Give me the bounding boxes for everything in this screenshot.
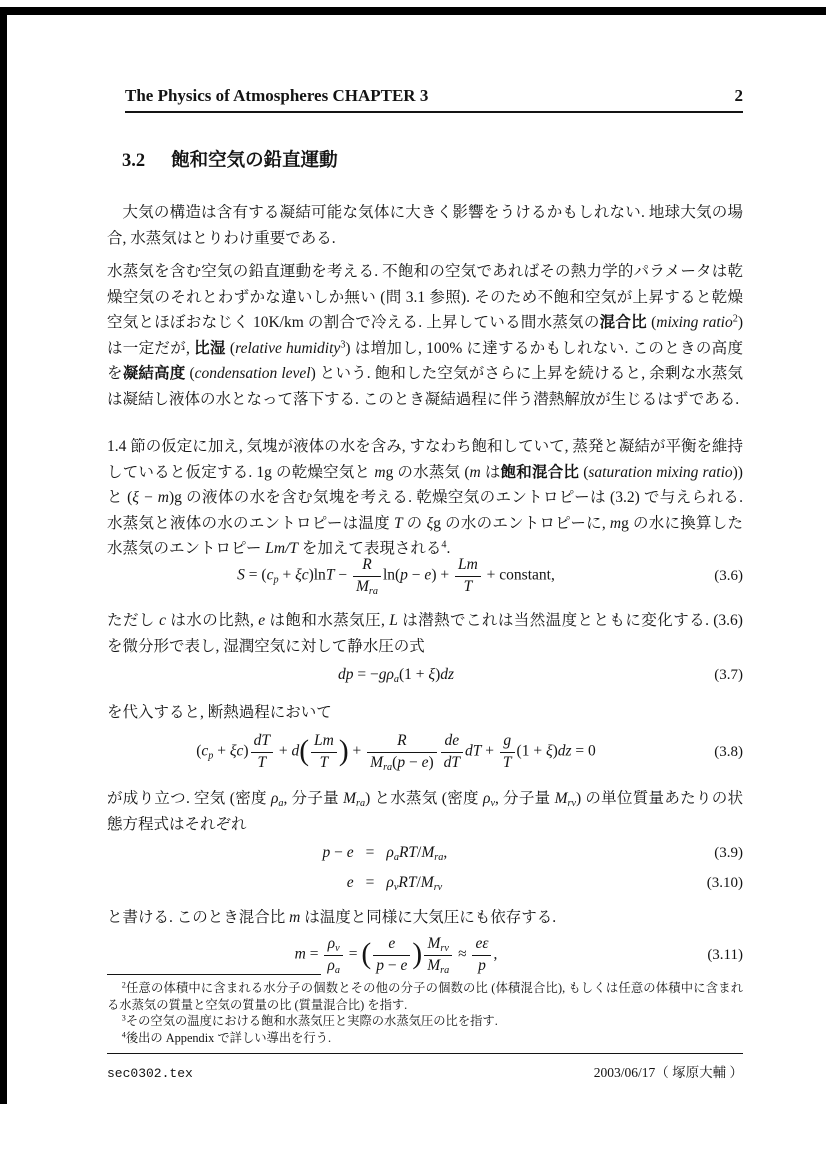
fraction: $\frac{g}{T}$ bbox=[498, 732, 517, 772]
paragraph: 水蒸気を含む空気の鉛直運動を考える. 不飽和の空気であればその熱力学的パラメータは乾燥空気のそれとわずかな違いしか無い (問 3.1 参照). そのため不飽和空気が上昇すると乾燥空気とほぼおなじく 10K/km の割合で冷える. 上昇している間水蒸気の混合比 (mixing ratio$^2$) は一定だが, 比湿 (relative humidity$^3$) は増加し, 100% に達するかもしれない. このときの高度を凝結高度 (condensation level) という. 飽和した空気がさらに上昇を続けると, 余剰な水蒸気は凝結し液体の水となって落下する. このとき凝結過程に伴う潜熱解放が生じるはずである. bbox=[107, 263, 743, 408]
paragraph: が成り立つ. 空気 (密度 ρa, 分子量 Mra) と水蒸気 (密度 ρv, 分子量 Mrv) の単位質量あたりの状態方程式はそれぞれ bbox=[107, 790, 743, 833]
footnote-marker: 3 bbox=[121, 1013, 126, 1023]
equation: p − e = ρaRT/Mra, (3.9) bbox=[322, 844, 743, 864]
header-title: The Physics of Atmospheres CHAPTER 3 bbox=[125, 86, 429, 105]
paragraph: 大気の構造は含有する凝結可能な気体に大きく影響をうけるかもしれない. 地球大気の場合, 水蒸気はとりわけ重要である. bbox=[107, 204, 743, 247]
equation: m = $\frac{\rho v}{\rho a}$ = ( $\frac{e}{p - e}$ ) $\frac{\text{Mrv}}{\text{Mra}}$ ≈ $\frac{e\varepsilon}{p}$ , (3.11) bbox=[294, 934, 743, 976]
fraction: $\frac{Lm}{T}$ bbox=[453, 556, 483, 596]
footer-filename: sec0302.tex bbox=[107, 1066, 193, 1081]
footer-date: 2003/06/17（ 塚原大輔 ） bbox=[593, 1065, 743, 1080]
equation-number: (3.11) bbox=[707, 946, 743, 963]
footnote-list bbox=[107, 980, 743, 1046]
paragraph: 1.4 節の仮定に加え, 気塊が液体の水を含み, すなわち飽和していて, 蒸発と凝結が平衡を維持していると仮定する. 1g の乾燥空気と mg の水蒸気 (m は飽和混合比 (saturation mixing ratio)) と (ξ − m)g の液体の水を含む気塊を考える. 乾燥空気のエントロピーは (3.2) で与えられる. 水蒸気と液体の水のエントロピーは温度 T の ξg の水のエントロピーに, mg の水に換算した水蒸気のエントロピー Lm/T を加えて表現される$^4$. bbox=[107, 438, 743, 557]
paragraph: を代入すると, 断熱過程において bbox=[107, 704, 332, 721]
footnote-rule bbox=[107, 974, 321, 975]
equation-number: (3.9) bbox=[714, 844, 743, 861]
page-content bbox=[107, 0, 743, 1169]
header-page-number: 2 bbox=[734, 86, 743, 105]
fraction: $\frac{\text{Mrv}}{\text{Mra}}$ bbox=[422, 935, 454, 975]
fraction: $\frac{Lm}{T}$ bbox=[309, 732, 339, 772]
footnote: $^4$後出の Appendix で詳しい導出を行う. bbox=[121, 1030, 332, 1045]
fraction: $\frac{e}{p - e}$ bbox=[371, 935, 412, 975]
equation-number: (3.7) bbox=[714, 666, 743, 683]
fraction: $\frac{R}{\text{Mra(p − e)}}$ bbox=[365, 732, 439, 772]
paragraph: と書ける. このとき混合比 m は温度と同様に大気圧にも依存する. bbox=[107, 909, 557, 926]
equation: (cp + ξc) $\frac{dT}{T}$ + d( $\frac{Lm}{T}$ ) + $\frac{R}{\text{Mra(p − e)}}$ $\frac{de}{dT}$ dT + $\frac{g}{T}$ (1 + ξ)dz = 0 (3.8) bbox=[196, 731, 743, 773]
section-title: 飽和空気の鉛直運動 bbox=[171, 149, 338, 170]
equation: e = ρvRT/Mrv (3.10) bbox=[346, 874, 743, 894]
footnote: $^3$その空気の温度における飽和水蒸気圧と実際の水蒸気圧の比を指す. bbox=[121, 1013, 498, 1028]
fraction: $\frac{\rho v}{\rho a}$ bbox=[322, 935, 345, 975]
equation-number: (3.10) bbox=[706, 874, 743, 891]
equation: dp = −gρa(1 + ξ)dz (3.7) bbox=[337, 666, 743, 686]
page-footer bbox=[107, 1053, 743, 1081]
paragraph: ただし c は水の比熱, e は飽和水蒸気圧, L は潜熱でこれは当然温度とともに変化する. (3.6) を微分形で表し, 湿潤空気に対して静水圧の式 bbox=[107, 612, 743, 655]
equation-number: (3.6) bbox=[714, 567, 743, 584]
footnotes-block bbox=[107, 974, 743, 1046]
section-number: 3.2 bbox=[122, 151, 146, 171]
scan-border-left bbox=[0, 7, 7, 1104]
footnote-marker: 4 bbox=[121, 1030, 126, 1040]
equation-group bbox=[107, 838, 743, 898]
fraction: $\frac{de}{dT}$ bbox=[439, 732, 465, 772]
fraction: $\frac{e\varepsilon}{p}$ bbox=[470, 935, 493, 975]
footnote: $^2$任意の体積中に含まれる水分子の個数とその他の分子の個数の比 (体積混合比), もしくは任意の体積中に含まれる水蒸気の質量と空気の質量の比 (質量混合比) を指す. bbox=[107, 980, 743, 1012]
footnote-marker: 2 bbox=[121, 980, 126, 990]
fraction: $\frac{R}{\text{Mra}}$ bbox=[351, 556, 383, 596]
equation-number: (3.8) bbox=[714, 743, 743, 760]
fraction: $\frac{dT}{T}$ bbox=[249, 732, 275, 772]
equation: S = (cp + ξc)lnT − $\frac{R}{\text{Mra}}$ ln(p − e) + $\frac{Lm}{T}$ + constant, (3.6) bbox=[237, 555, 743, 597]
